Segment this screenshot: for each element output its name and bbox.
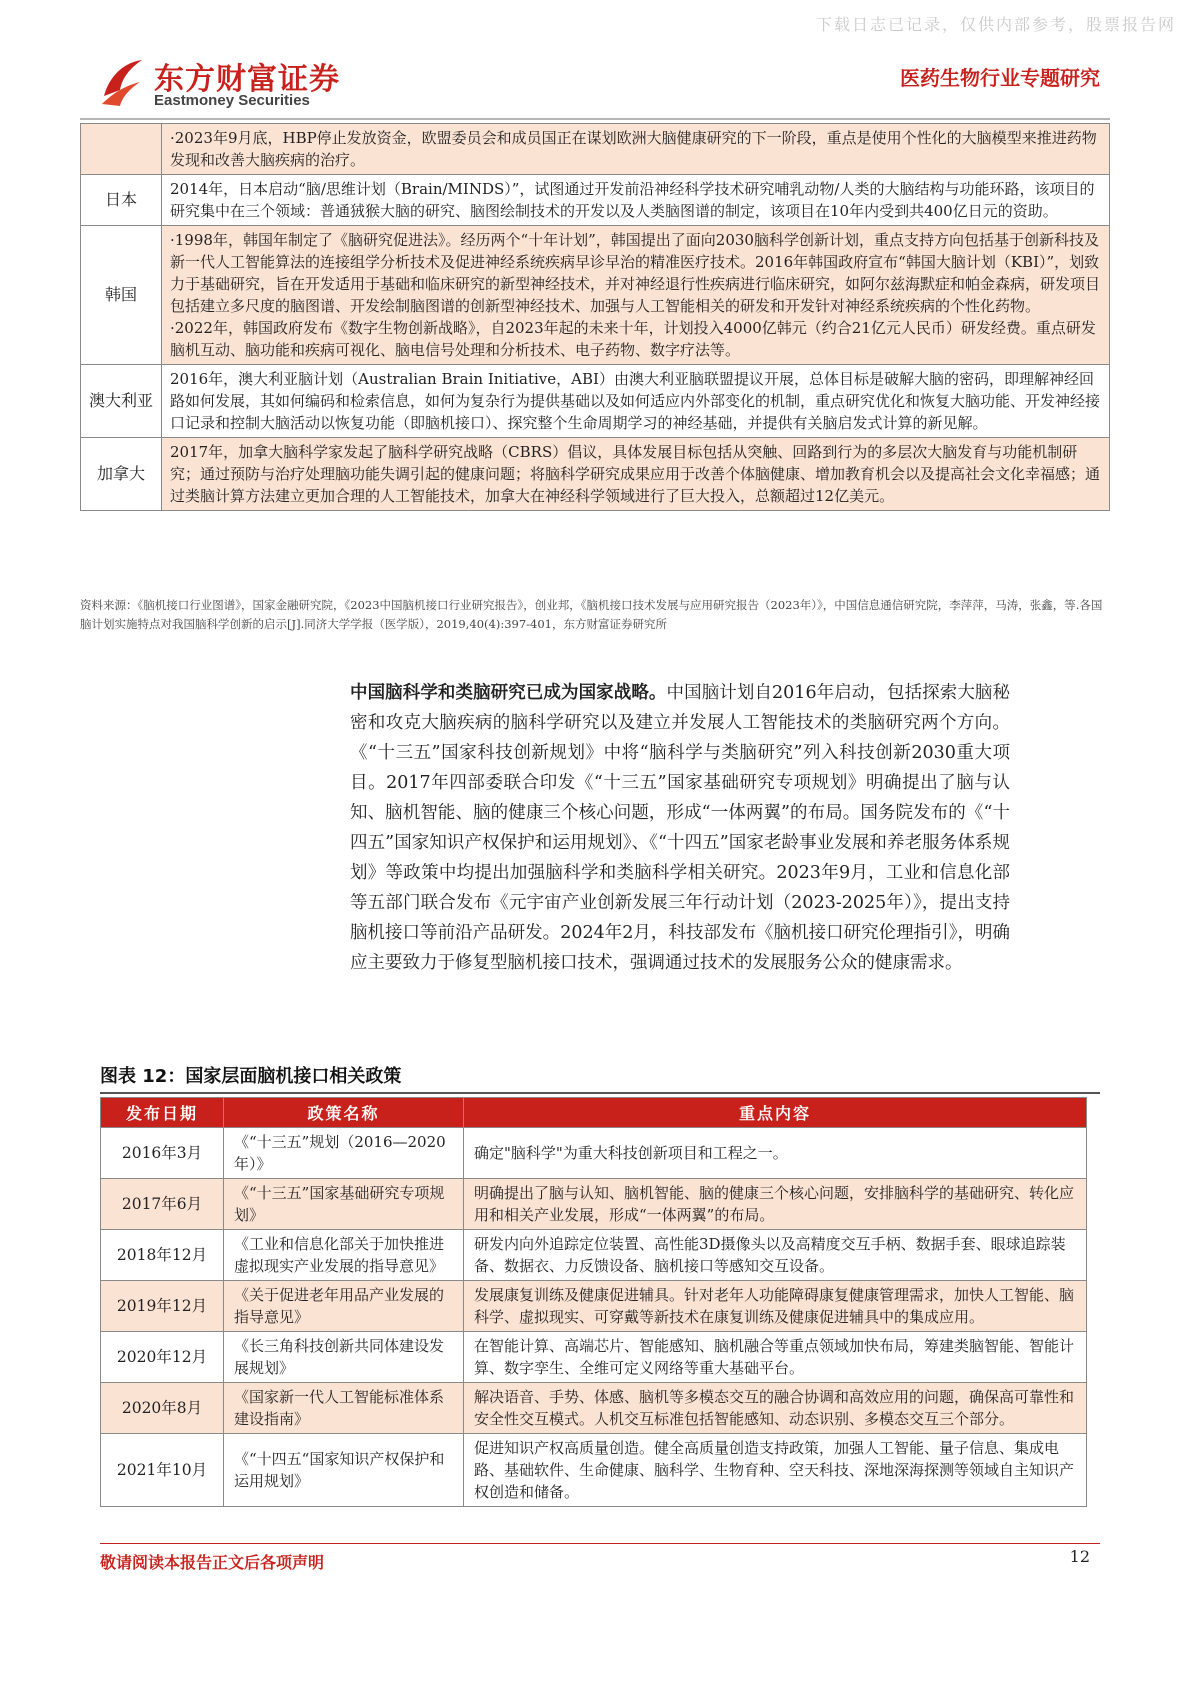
table-header-row <box>101 1098 1087 1128</box>
content-line: ·1998年，韩国年制定了《脑研究促进法》。经历两个“十年计划”，韩国提出了面向2030脑科学创新计划，重点支持方向包括基于创新科技及新一代人工智能算法的连接组学分析技术及促进神经系统疾病早诊早治的精准医疗技术。2016年韩国政府宣布“韩国大脑计划（KBI）”，划致力于基础研究，旨在开发适用于基础和临床研究的新型神经技术，并对神经退行性疾病进行临床研究，如阿尔兹海默症和帕金森病，研发项目包括建立多尺度的脑图谱、开发绘制脑图谱的创新型神经技术、加强与人工智能相关的研发和开发针对神经系统疾病的个性化药物。 <box>170 231 1101 315</box>
date-cell: 2021年10月 <box>101 1434 224 1507</box>
policy-table <box>100 1097 1087 1507</box>
source-note: 资料来源：《脑机接口行业图谱》，国家金融研究院，《2023中国脑机接口行业研究报告》，创业邦，《脑机接口技术发展与应用研究报告（2023年）》，中国信息通信研究院，李萍萍，马涛，张鑫，等.各国脑计划实施特点对我国脑科学创新的启示[J].同济大学学报（医学版），2019,40(4):397-401，东方财富证券研究所 <box>80 598 1103 631</box>
eastmoney-logo-icon <box>100 56 144 108</box>
table-row <box>81 365 1110 438</box>
content-cell <box>162 226 1110 365</box>
content-cell: 确定"脑科学"为重大科技创新项目和工程之一。 <box>464 1128 1087 1179</box>
footer-disclaimer: 敬请阅读本报告正文后各项声明 <box>100 1553 325 1572</box>
header-divider <box>80 118 1110 120</box>
content-line: ·2022年，韩国政府发布《数字生物创新战略》，自2023年起的未来十年，计划投入4000亿韩元（约合21亿元人民币）研发经费。重点研发脑机互动、脑功能和疾病可视化、脑电信号处理和分析技术、电子药物、数字疗法等。 <box>170 319 1096 359</box>
policy-name-cell: 《“十三五”国家基础研究专项规划》 <box>224 1179 464 1230</box>
brain-initiatives-table <box>80 123 1110 511</box>
table-row <box>101 1179 1087 1230</box>
policy-name-cell: 《关于促进老年用品产业发展的指导意见》 <box>224 1281 464 1332</box>
date-cell: 2017年6月 <box>101 1179 224 1230</box>
paragraph-text: 中国脑计划自2016年启动，包括探索大脑秘密和攻克大脑疾病的脑科学研究以及建立并发展人工智能技术的类脑研究两个方向。《“十三五”国家科技创新规划》中将“脑科学与类脑研究”列入科技创新2030重大项目。2017年四部委联合印发《“十三五”国家基础研究专项规划》明确提出了脑与认知、脑机智能、脑的健康三个核心问题，形成“一体两翼”的布局。国务院发布的《“十四五”国家知识产权保护和运用规划》、《“十四五”国家老龄事业发展和养老服务体系规划》等政策中均提出加强脑科学和类脑科学相关研究。2023年9月，工业和信息化部等五部门联合发布《元宇宙产业创新发展三年行动计划（2023-2025年）》，提出支持脑机接口等前沿产品研发。2024年2月，科技部发布《脑机接口研究伦理指引》，明确应主要致力于修复型脑机接口技术，强调通过技术的发展服务公众的健康需求。 <box>350 683 1011 973</box>
figure-title-divider <box>100 1092 1100 1094</box>
content-cell: 在智能计算、高端芯片、智能感知、脑机融合等重点领域加快布局，筹建类脑智能、智能计算、数字孪生、全维可定义网络等重大基础平台。 <box>464 1332 1087 1383</box>
table-row <box>101 1230 1087 1281</box>
logo-chinese-name: 东方财富证券 <box>154 62 340 97</box>
content-cell: 明确提出了脑与认知、脑机智能、脑的健康三个核心问题，安排脑科学的基础研究、转化应用和相关产业发展，形成“一体两翼”的布局。 <box>464 1179 1087 1230</box>
content-line: ·2023年9月底，HBP停止发放资金，欧盟委员会和成员国正在谋划欧洲大脑健康研究的下一阶段，重点是使用个性化的大脑模型来推进药物发现和改善大脑疾病的治疗。 <box>170 129 1097 169</box>
date-cell: 2018年12月 <box>101 1230 224 1281</box>
country-cell <box>81 124 162 175</box>
page-number: 12 <box>1069 1547 1090 1566</box>
column-header-content: 重点内容 <box>464 1098 1087 1128</box>
content-cell: 发展康复训练及健康促进辅具。针对老年人功能障碍康复健康管理需求，加快人工智能、脑科学、虚拟现实、可穿戴等新技术在康复训练及健康促进辅具中的集成应用。 <box>464 1281 1087 1332</box>
content-line: 2014年，日本启动“脑/思维计划（Brain/MINDS）”，试图通过开发前沿神经科学技术研究哺乳动物/人类的大脑结构与功能环路，该项目的研究集中在三个领域：普通狨猴大脑的研究、脑图绘制技术的开发以及人类脑图谱的制定，该项目在10年内受到共400亿日元的资助。 <box>170 180 1095 220</box>
figure-title: 图表 12：国家层面脑机接口相关政策 <box>100 1066 402 1087</box>
content-line: 2017年，加拿大脑科学家发起了脑科学研究战略（CBRS）倡议，具体发展目标包括从突触、回路到行为的多层次大脑发育与功能机制研究；通过预防与治疗处理脑功能失调引起的健康问题；将脑科学研究成果应用于改善个体脑健康、增加教育机会以及提高社会文化幸福感；通过类脑计算方法建立更加合理的人工智能技术，加拿大在神经科学领域进行了巨大投入，总额超过12亿美元。 <box>170 443 1101 505</box>
country-cell: 加拿大 <box>81 438 162 511</box>
date-cell: 2019年12月 <box>101 1281 224 1332</box>
date-cell: 2016年3月 <box>101 1128 224 1179</box>
page-header <box>100 52 1100 114</box>
content-cell: 解决语音、手势、体感、脑机等多模态交互的融合协调和高效应用的问题，确保高可靠性和安全性交互模式。人机交互标准包括智能感知、动态识别、多模态交互三个部分。 <box>464 1383 1087 1434</box>
table-row <box>81 175 1110 226</box>
body-paragraph <box>350 678 1010 978</box>
table-row <box>81 124 1110 175</box>
country-cell: 澳大利亚 <box>81 365 162 438</box>
content-cell <box>162 124 1110 175</box>
paragraph-lead: 中国脑科学和类脑研究已成为国家战略。 <box>350 683 667 703</box>
policy-name-cell: 《工业和信息化部关于加快推进虚拟现实产业发展的指导意见》 <box>224 1230 464 1281</box>
table-row <box>101 1434 1087 1507</box>
table-row <box>81 226 1110 365</box>
policy-name-cell: 《“十三五”规划（2016—2020年）》 <box>224 1128 464 1179</box>
table-row <box>101 1332 1087 1383</box>
policy-name-cell: 《“十四五“国家知识产权保护和运用规划》 <box>224 1434 464 1507</box>
content-cell: 促进知识产权高质量创造。健全高质量创造支持政策，加强人工智能、量子信息、集成电路、基础软件、生命健康、脑科学、生物育种、空天科技、深地深海探测等领域自主知识产权创造和储备。 <box>464 1434 1087 1507</box>
date-cell: 2020年8月 <box>101 1383 224 1434</box>
content-cell <box>162 365 1110 438</box>
column-header-date: 发布日期 <box>101 1098 224 1128</box>
country-cell: 日本 <box>81 175 162 226</box>
date-cell: 2020年12月 <box>101 1332 224 1383</box>
logo-english-name: Eastmoney Securities <box>154 92 310 109</box>
table-row <box>101 1281 1087 1332</box>
content-line: 2016年，澳大利亚脑计划（Australian Brain Initiative，ABI）由澳大利亚脑联盟提议开展，总体目标是破解大脑的密码，即理解神经回路如何发展，其如何编码和检索信息，如何为复杂行为提供基础以及如何适应内外部变化的机制，重点研究优化和恢复大脑功能、开发神经接口记录和控制大脑活动以恢复功能（即脑机接口）、探究整个生命周期学习的神经基础，并提供有关脑启发式计算的新见解。 <box>170 370 1101 432</box>
content-cell <box>162 438 1110 511</box>
policy-name-cell: 《国家新一代人工智能标准体系建设指南》 <box>224 1383 464 1434</box>
content-cell <box>162 175 1110 226</box>
table-row <box>81 438 1110 511</box>
report-type: 医药生物行业专题研究 <box>900 66 1100 90</box>
policy-name-cell: 《长三角科技创新共同体建设发展规划》 <box>224 1332 464 1383</box>
country-cell: 韩国 <box>81 226 162 365</box>
column-header-policy: 政策名称 <box>224 1098 464 1128</box>
watermark: 下载日志已记录，仅供内部参考，股票报告网 <box>815 15 1176 34</box>
footer-divider <box>100 1543 1100 1544</box>
table-row <box>101 1128 1087 1179</box>
table-row <box>101 1383 1087 1434</box>
content-cell: 研发内向外追踪定位装置、高性能3D摄像头以及高精度交互手柄、数据手套、眼球追踪装备、数据衣、力反馈设备、脑机接口等感知交互设备。 <box>464 1230 1087 1281</box>
